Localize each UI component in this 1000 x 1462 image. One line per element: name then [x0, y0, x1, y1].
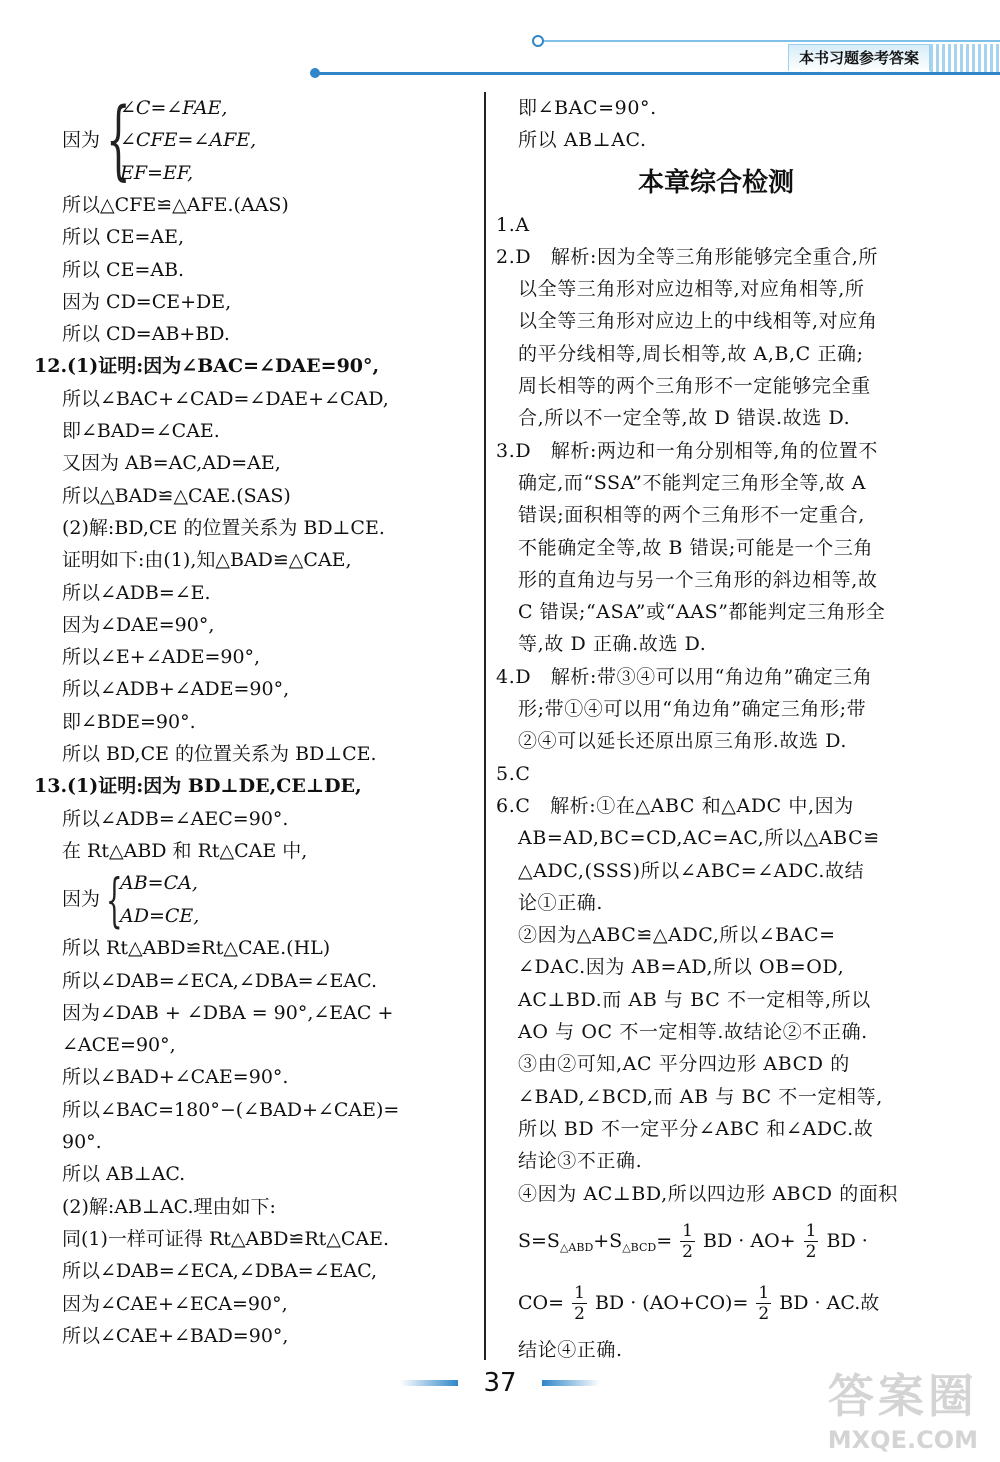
left-brace-icon: { — [106, 866, 123, 935]
answer-line: 形;带①④可以用“角边角”确定三角形;带 — [518, 698, 867, 721]
text-line: 所以∠BAC=180°−(∠BAD+∠CAE)= — [62, 1098, 400, 1121]
answer-line: ∠DAC.因为 AB=AD,所以 OB=OD, — [518, 956, 845, 979]
page-number-decoration — [542, 1380, 600, 1386]
answer-line: 合,所以不一定全等,故 D 错误.故选 D. — [518, 407, 851, 430]
text-line: 所以∠ADB+∠ADE=90°, — [62, 678, 290, 701]
area-formula-line-1 — [496, 1210, 936, 1272]
answer-line: △ADC,(SSS)所以∠ABC=∠ADC.故结 — [518, 859, 865, 882]
answer-line: 1.A — [496, 213, 530, 236]
fraction-denominator: 2 — [758, 1304, 770, 1325]
answer-line: 确定,而“SSA”不能判定三角形全等,故 A — [518, 471, 867, 494]
fraction — [680, 1221, 695, 1262]
answer-line: AO 与 OC 不一定相等.故结论②不正确. — [518, 1021, 868, 1044]
fraction — [804, 1221, 819, 1262]
header-title: 本书习题参考答案 — [788, 44, 930, 71]
answer-line: 不能确定全等,故 B 错误;可能是一个三角 — [518, 536, 874, 559]
fraction — [756, 1283, 771, 1324]
brace-items — [120, 867, 199, 932]
text-line: 所以∠E+∠ADE=90°, — [62, 646, 261, 669]
text-line: 所以∠BAC+∠CAD=∠DAE+∠CAD, — [62, 387, 389, 410]
text-line: 90°. — [62, 1131, 102, 1154]
text-line: 所以△CFE≌△AFE.(AAS) — [62, 194, 289, 216]
text-line: 所以∠DAB=∠ECA,∠DBA=∠EAC. — [62, 969, 378, 992]
answer-line: 的平分线相等,周长相等,故 A,B,C 正确; — [518, 342, 864, 365]
text-line: 所以∠ADB=∠AEC=90°. — [62, 807, 289, 830]
watermark-url: MXQE.COM — [827, 1426, 978, 1454]
text-line: 所以 Rt△ABD≌Rt△CAE.(HL) — [62, 937, 331, 960]
brace-item: ∠CFE=∠AFE, — [120, 129, 257, 152]
answer-line: 结论③不正确. — [518, 1150, 643, 1173]
fraction-denominator: 2 — [574, 1304, 585, 1325]
answer-line: 论①正确. — [518, 891, 604, 914]
answer-line: ②④可以延长还原出原三角形.故选 D. — [518, 730, 848, 753]
right-column — [496, 92, 936, 1366]
answer-line: 形的直角边与另一个三角形的斜边相等,故 — [518, 568, 878, 591]
watermark-logo — [828, 1360, 978, 1454]
text-line: 所以 AB⊥AC. — [518, 129, 647, 152]
answer-line: 3.D 解析:两边和一角分别相等,角的位置不 — [496, 439, 879, 462]
text-line: 即∠BAC=90°. — [518, 97, 657, 119]
question-13-heading: 13.(1)证明:因为 BD⊥DE,CE⊥DE, — [34, 775, 362, 798]
text-line: 证明如下:由(1),知△BAD≌△CAE, — [62, 549, 352, 572]
section-title: 本章综合检测 — [637, 167, 794, 198]
text-line: 因为∠CAE+∠ECA=90°, — [62, 1292, 288, 1315]
answer-line: 周长相等的两个三角形不一定能够完全重 — [518, 375, 871, 398]
page-number-decoration — [400, 1380, 458, 1386]
answer-line: 以全等三角形对应边相等,对应角相等,所 — [518, 278, 865, 301]
brace-items — [120, 92, 256, 189]
answer-line: AB=AD,BC=CD,AC=AC,所以△ABC≌ — [518, 827, 880, 850]
fraction-numerator: 1 — [758, 1283, 770, 1304]
header-decoration — [930, 44, 1000, 72]
left-column — [34, 92, 474, 1352]
text-line: 因为∠DAE=90°, — [62, 613, 215, 636]
text-line: (2)解:BD,CE 的位置关系为 BD⊥CE. — [62, 516, 385, 539]
text-line: (2)解:AB⊥AC.理由如下: — [62, 1195, 276, 1218]
text-line: 同(1)一样可证得 Rt△ABD≌Rt△CAE. — [62, 1227, 390, 1250]
text-line: 所以∠ADB=∠E. — [62, 581, 211, 604]
answer-line: 错误;面积相等的两个三角形不一定重合, — [518, 504, 865, 527]
fraction-denominator: 2 — [805, 1242, 817, 1263]
brace-item: ∠C=∠FAE, — [120, 97, 228, 119]
formula-text: CO= — [518, 1291, 565, 1314]
header-dot-icon — [310, 68, 320, 78]
text-line: 所以∠DAB=∠ECA,∠DBA=∠EAC, — [62, 1260, 378, 1283]
answer-line: 5.C — [496, 762, 531, 785]
brace-label: 因为 — [62, 129, 101, 151]
text-line: 即∠BAD=∠CAE. — [62, 420, 220, 443]
question-12-heading: 12.(1)证明:因为∠BAC=∠DAE=90°, — [34, 355, 380, 378]
answer-line: 6.C 解析:①在△ABC 和△ADC 中,因为 — [496, 794, 854, 817]
fraction-numerator: 1 — [682, 1221, 693, 1242]
brace-label: 因为 — [62, 888, 101, 911]
text-line: 又因为 AB=AC,AD=AE, — [62, 452, 281, 475]
fraction-denominator: 2 — [682, 1242, 693, 1263]
header-rule-thin — [540, 40, 1000, 42]
header-rule — [315, 72, 1000, 75]
text-line: 在 Rt△ABD 和 Rt△CAE 中, — [62, 839, 308, 862]
text-line: 所以∠BAD+∠CAE=90°. — [62, 1066, 289, 1089]
text-line: 因为∠DAB + ∠DBA = 90°,∠EAC + — [62, 1001, 394, 1024]
formula-subscript: △BCD — [622, 1240, 657, 1254]
text-line: 因为 CD=CE+DE, — [62, 290, 232, 313]
text-line: 所以∠CAE+∠BAD=90°, — [62, 1324, 289, 1347]
formula-text: S=S — [518, 1229, 560, 1252]
formula-text: +S — [593, 1229, 623, 1252]
fraction-numerator: 1 — [805, 1221, 817, 1242]
answer-line: 等,故 D 正确.故选 D. — [518, 633, 707, 656]
answer-line: ③由②可知,AC 平分四边形 ABCD 的 — [518, 1053, 850, 1076]
text-line: 所以△BAD≌△CAE.(SAS) — [62, 484, 291, 507]
formula-text: BD · AO+ — [703, 1229, 796, 1252]
formula-text: BD · (AO+CO)= — [594, 1291, 749, 1314]
answer-line: 所以 BD 不一定平分∠ABC 和∠ADC.故 — [518, 1117, 874, 1140]
text-line: ∠ACE=90°, — [62, 1034, 176, 1057]
formula-text: BD · AC.故 — [779, 1291, 880, 1314]
column-divider — [484, 92, 486, 1360]
brace-item: AB=CA, — [120, 872, 198, 895]
answer-line: 以全等三角形对应边上的中线相等,对应角 — [518, 310, 878, 333]
text-line: 即∠BDE=90°. — [62, 710, 196, 733]
fraction-numerator: 1 — [574, 1283, 585, 1304]
page-number: 37 — [483, 1368, 517, 1398]
text-line: 所以 CD=AB+BD. — [62, 323, 230, 346]
left-brace-icon: { — [106, 90, 131, 190]
text-line: 所以 AB⊥AC. — [62, 1163, 186, 1186]
answer-line: ②因为△ABC≌△ADC,所以∠BAC= — [518, 924, 836, 947]
formula-text: = — [656, 1229, 673, 1252]
watermark-logo-text: 答案圈 — [827, 1369, 978, 1423]
area-formula-line-2 — [496, 1272, 936, 1334]
header-dot-icon — [532, 35, 544, 47]
answer-line: ∠BAD,∠BCD,而 AB 与 BC 不一定相等, — [518, 1085, 883, 1108]
brace-condition-group — [34, 866, 474, 935]
answer-line: 4.D 解析:带③④可以用“角边角”确定三角 — [496, 665, 873, 688]
answer-line: AC⊥BD.而 AB 与 BC 不一定相等,所以 — [518, 988, 871, 1011]
text-line: 所以 BD,CE 的位置关系为 BD⊥CE. — [62, 743, 377, 766]
answer-line: ④因为 AC⊥BD,所以四边形 ABCD 的面积 — [518, 1182, 899, 1205]
brace-item: EF=EF, — [120, 161, 194, 184]
answer-line: C 错误;“ASA”或“AAS”都能判定三角形全 — [518, 601, 886, 624]
formula-subscript: △ABD — [559, 1240, 594, 1254]
answer-line: 结论④正确. — [518, 1338, 623, 1361]
brace-item: AD=CE, — [120, 904, 200, 927]
brace-condition-group — [34, 92, 474, 189]
answer-line: 2.D 解析:因为全等三角形能够完全重合,所 — [496, 245, 879, 268]
formula-text: BD · — [826, 1229, 868, 1252]
text-line: 所以 CE=AE, — [62, 226, 184, 249]
fraction — [572, 1283, 587, 1324]
text-line: 所以 CE=AB. — [62, 258, 185, 281]
